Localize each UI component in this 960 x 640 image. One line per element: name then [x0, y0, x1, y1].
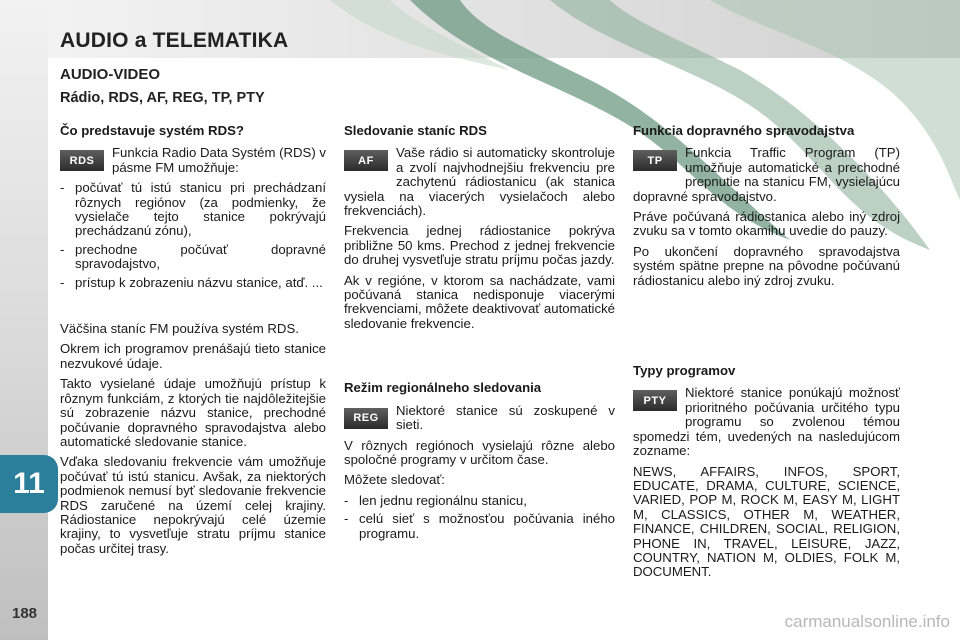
list-item: - prístup k zobrazeniu názvu stanice, atď. ...: [60, 276, 326, 290]
reg-heading: Režim regionálneho sledovania: [344, 380, 542, 396]
reg-intro-text: Niektoré stanice sú zoskupené v sieti.: [396, 403, 615, 433]
reg-button-icon: REG: [344, 408, 388, 429]
rds-feature-list: [60, 181, 326, 290]
tp-heading: Funkcia dopravného spravodajstva: [633, 123, 855, 138]
af-intro-block: [344, 146, 615, 224]
pty-heading: Typy programov: [633, 363, 736, 379]
list-item: - počúvať tú istú stanicu pri prechádzaní rôznych regiónov (za podmienky, že vysielače tejto stanice pokrývajú prechádzanú zónu),: [60, 181, 326, 239]
list-item: - len jednu regionálnu stanicu,: [344, 494, 615, 508]
paragraph: Vďaka sledovaniu frekvencie vám umožňuje počúvať tú istú stanicu. Avšak, za niektorých podmienok nemusí byť sledovanie frekvencie RDS zaručené na území celej krajiny. Rádiostanice nepokrývajú celé územie krajiny, to vysvetľuje stratu príjmu stanice počas určitej trasy.: [60, 454, 326, 556]
section-title: AUDIO-VIDEO: [60, 66, 161, 83]
af-button-icon: AF: [344, 150, 388, 171]
af-intro-text: Vaše rádio si automaticky skontroluje a zvolí najvhodnejšiu frekvenciu pre zachytenú rádiostanicu (ak stanica vysiela na viacerých vysielačoch alebo frekvenciách).: [344, 146, 615, 219]
subsection-title: Rádio, RDS, AF, REG, TP, PTY: [60, 90, 265, 106]
column-rds-intro: [60, 124, 326, 562]
sidebar-strip: [0, 0, 48, 640]
column-tp-pty: [633, 124, 900, 586]
chapter-tab: [0, 455, 58, 513]
paragraph: V rôznych regiónoch vysielajú rôzne alebo spoločné programy v určitom čase.: [344, 437, 615, 467]
paragraph: Okrem ich programov prenášajú tieto stanice nezvukové údaje.: [60, 341, 326, 371]
paragraph: Po ukončení dopravného spravodajstva systém spätne prepne na pôvodne počúvanú rádiostanicu alebo iný zdroj zvuku.: [633, 243, 900, 288]
column-af-reg: [344, 124, 615, 545]
paragraph: Ak v regióne, v ktorom sa nachádzate, vami počúvaná stanica nedisponuje viacerými frekvenciami, môžete deaktivovať automatické sledovanie frekvencie.: [344, 272, 616, 331]
paragraph: Práve počúvaná rádiostanica alebo iný zdroj zvuku sa v tomto okamihu uvedie do pauzy.: [633, 209, 900, 239]
page-number: 188: [12, 605, 38, 622]
pty-button-icon: PTY: [633, 390, 677, 411]
af-heading: Sledovanie staníc RDS: [344, 123, 487, 138]
chapter-title: AUDIO a TELEMATIKA: [60, 29, 289, 52]
tp-intro-text: Funkcia Traffic Program (TP) umožňuje automatické a prechodné prepnutie na stanicu FM, vysielajúcu dopravné spravodajstvo.: [633, 146, 900, 204]
chapter-number: 11: [13, 467, 45, 500]
paragraph: Môžete sledovať:: [344, 472, 445, 488]
tp-intro-block: [633, 146, 900, 210]
paragraph: Frekvencia jednej rádiostanice pokrýva približne 50 kms. Prechod z jednej frekvencie do druhej vysvetľuje stratu príjmu počas jazdy.: [344, 223, 615, 268]
rds-intro-block: [60, 146, 326, 181]
paragraph: Takto vysielané údaje umožňujú prístup k rôznym funkciám, z ktorých tie najdôležitejšie sú zobrazenie názvu stanice, prechodné počúvanie dopravného spravodajstva alebo automatické sledovanie stanice.: [60, 376, 326, 449]
reg-options-list: [344, 494, 615, 541]
pty-intro-text: Niektoré stanice ponúkajú možnosť prioritného počúvania určitého typu programu so zvolenou témou spomedzi tém, uvedených na nasledujúcom zozname:: [633, 386, 900, 459]
paragraph: Väčšina staníc FM používa systém RDS.: [60, 321, 299, 337]
reg-intro-block: [344, 404, 615, 439]
watermark-text: carmanualsonline.info: [784, 612, 950, 631]
tp-button-icon: TP: [633, 150, 677, 171]
rds-intro-text: Funkcia Radio Data Systém (RDS) v pásme FM umožňuje:: [112, 146, 326, 175]
pty-intro-block: [633, 386, 900, 464]
list-item: - prechodne počúvať dopravné spravodajstvo,: [60, 243, 326, 272]
program-types-list: NEWS, AFFAIRS, INFOS, SPORT, EDUCATE, DRAMA, CULTURE, SCIENCE, VARIED, POP M, ROCK M, EASY M, LIGHT M, CLASSICS, OTHER M, WEATHER, FINANCE, CHILDREN, SOCIAL, RELIGION, PHONE IN, TRAVEL, LEISURE, JAZZ, COUNTRY, NATION M, OLDIES, FOLK M, DOCUMENT.: [633, 463, 900, 580]
list-item: - celú sieť s možnosťou počúvania iného programu.: [344, 512, 615, 541]
rds-button-icon: RDS: [60, 150, 104, 171]
rds-heading: Čo predstavuje systém RDS?: [60, 123, 244, 138]
